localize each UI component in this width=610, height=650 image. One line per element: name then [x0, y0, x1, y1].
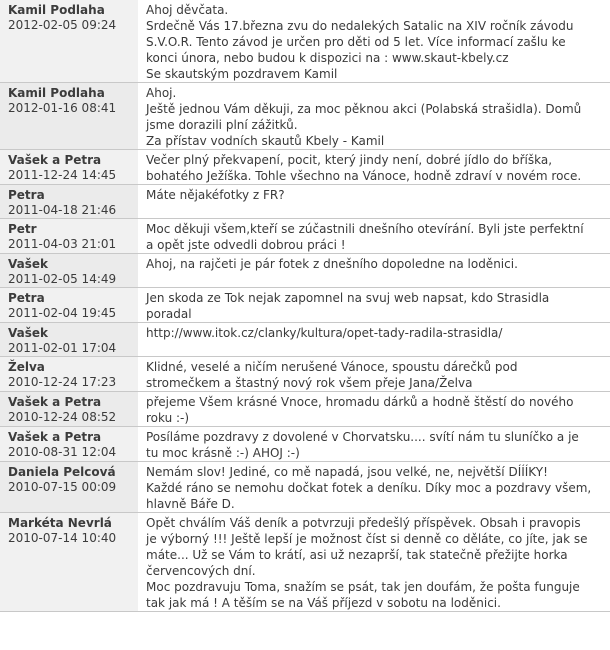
entry-message: [138, 427, 610, 461]
message-line: je výborný !!! Ještě lepší je možnost číst si denně co děláte, co jíte, jak se: [146, 532, 588, 546]
guestbook-entry: [0, 150, 610, 185]
guestbook-entry: [0, 254, 610, 288]
entry-meta: [0, 513, 138, 611]
entry-author: Vašek a Petra: [8, 430, 102, 444]
entry-author: Kamil Podlaha: [8, 3, 105, 17]
message-line: Posíláme pozdravy z dovolené v Chorvatsku.... svítí nám tu sluníčko a je: [146, 430, 579, 444]
entry-message: [138, 150, 610, 184]
entry-message: [138, 513, 610, 611]
entry-meta: [0, 219, 138, 253]
entry-date: 2010-12-24 17:23: [8, 375, 117, 389]
message-line: Každé ráno se nemohu dočkat fotek a deníku. Díky moc a pozdravy všem,: [146, 481, 592, 495]
message-line: stromečkem a štastný nový rok všem přeje Jana/Želva: [146, 376, 473, 390]
entry-author: Petra: [8, 188, 45, 202]
entry-meta: [0, 150, 138, 184]
entry-message: [138, 0, 610, 82]
entry-date: 2011-04-18 21:46: [8, 203, 117, 217]
entry-author: Kamil Podlaha: [8, 86, 105, 100]
guestbook-entry: [0, 185, 610, 219]
entry-meta: [0, 185, 138, 218]
guestbook-entry: [0, 357, 610, 392]
entry-author: Vašek: [8, 257, 48, 271]
message-line: Ahoj.: [146, 86, 177, 100]
message-line: Za přístav vodních skautů Kbely - Kamil: [146, 134, 385, 148]
message-line: bohatého Ježíška. Tohle všechno na Vánoce, hodně zdraví v novém roce.: [146, 169, 582, 183]
entry-message: [138, 254, 610, 287]
guestbook-entry: [0, 462, 610, 513]
message-line: poradal: [146, 307, 192, 321]
entry-message: [138, 392, 610, 426]
message-line: tu moc krásně :-) AHOJ :-): [146, 446, 300, 460]
message-line: Večer plný překvapení, pocit, který jindy není, dobré jídlo do bříška,: [146, 153, 553, 167]
message-line: Se skautským pozdravem Kamil: [146, 67, 338, 81]
entry-date: 2012-02-05 09:24: [8, 18, 117, 32]
entry-message: [138, 323, 610, 356]
message-line: Ahoj, na rajčeti je pár fotek z dnešního dopoledne na loděnici.: [146, 257, 518, 271]
entry-meta: [0, 357, 138, 391]
entry-author: Petr: [8, 222, 37, 236]
entry-date: 2011-02-05 14:49: [8, 272, 117, 286]
guestbook-entry: [0, 288, 610, 323]
message-line: Opět chválím Váš deník a potvrzuji předešlý příspěvek. Obsah i pravopis: [146, 516, 581, 530]
entry-author: Petra: [8, 291, 45, 305]
message-line: Klidné, veselé a ničím nerušené Vánoce, spoustu dárečků pod: [146, 360, 518, 374]
entry-message: [138, 83, 610, 149]
entry-date: 2011-12-24 14:45: [8, 168, 117, 182]
message-line: přejeme Všem krásné Vnoce, hromadu dárků a hodně štěstí do nového: [146, 395, 574, 409]
entry-meta: [0, 427, 138, 461]
message-line: Jen skoda ze Tok nejak zapomnel na svuj web napsat, kdo Strasidla: [146, 291, 550, 305]
entry-meta: [0, 254, 138, 287]
message-line: konci února, nebo budou k dispozici na : www.skaut-kbely.cz: [146, 51, 509, 65]
entry-author: Želva: [8, 360, 45, 374]
entry-author: Daniela Pelcová: [8, 465, 116, 479]
entry-author: Markéta Nevrlá: [8, 516, 112, 530]
message-line: Máte nějakéfotky z FR?: [146, 188, 285, 202]
entry-message: [138, 462, 610, 512]
entry-date: 2011-02-01 17:04: [8, 341, 117, 355]
message-line: roku :-): [146, 411, 190, 425]
entry-message: [138, 219, 610, 253]
message-line: Ještě jednou Vám děkuji, za moc pěknou akci (Polabská strašidla). Domů: [146, 102, 582, 116]
message-line: Moc pozdravuju Toma, snažím se psát, tak jen doufám, že pošta funguje: [146, 580, 580, 594]
message-line: a opět jste odvedli dobrou práci !: [146, 238, 346, 252]
entry-date: 2010-07-14 10:40: [8, 531, 117, 545]
entry-author: Vašek a Petra: [8, 153, 102, 167]
message-line: hlavně Báře D.: [146, 497, 235, 511]
message-line: Nemám slov! Jediné, co mě napadá, jsou velké, ne, největší DÍÍÍKY!: [146, 465, 548, 479]
entry-author: Vašek: [8, 326, 48, 340]
entry-author: Vašek a Petra: [8, 395, 102, 409]
entry-message: [138, 357, 610, 391]
entry-meta: [0, 0, 138, 82]
guestbook-entry: [0, 219, 610, 254]
entry-meta: [0, 323, 138, 356]
message-line: Moc děkuji všem,kteří se zúčastnili dnešního otevírání. Byli jste perfektní: [146, 222, 584, 236]
message-line: Ahoj děvčata.: [146, 3, 229, 17]
entry-meta: [0, 288, 138, 322]
guestbook-entry: [0, 392, 610, 427]
entry-date: 2012-01-16 08:41: [8, 101, 117, 115]
message-line: máte... Už se Vám to krátí, asi už nezaprší, tak statečně přežijte horka: [146, 548, 568, 562]
entry-date: 2010-07-15 00:09: [8, 480, 117, 494]
entry-message: [138, 185, 610, 218]
message-line: tak jak má ! A těším se na Váš příjezd v sobotu na loděnici.: [146, 596, 501, 610]
message-line: červencových dní.: [146, 564, 256, 578]
guestbook-entry: [0, 83, 610, 150]
entry-meta: [0, 83, 138, 149]
entry-meta: [0, 392, 138, 426]
guestbook-entry: [0, 427, 610, 462]
guestbook-entry: [0, 0, 610, 83]
message-line: S.V.O.R. Tento závod je určen pro děti od 5 let. Více informací zašlu ke: [146, 35, 566, 49]
entry-message: [138, 288, 610, 322]
entry-meta: [0, 462, 138, 512]
entry-date: 2011-04-03 21:01: [8, 237, 117, 251]
entry-date: 2010-08-31 12:04: [8, 445, 117, 459]
guestbook-entry: [0, 513, 610, 612]
entry-date: 2011-02-04 19:45: [8, 306, 117, 320]
message-line: Srdečně Vás 17.března zvu do nedalekých Satalic na XIV ročník závodu: [146, 19, 574, 33]
message-line: http://www.itok.cz/clanky/kultura/opet-tady-radila-strasidla/: [146, 326, 503, 340]
entry-date: 2010-12-24 08:52: [8, 410, 117, 424]
message-line: jsme dorazili plní zážitků.: [146, 118, 298, 132]
guestbook-entry: [0, 323, 610, 357]
